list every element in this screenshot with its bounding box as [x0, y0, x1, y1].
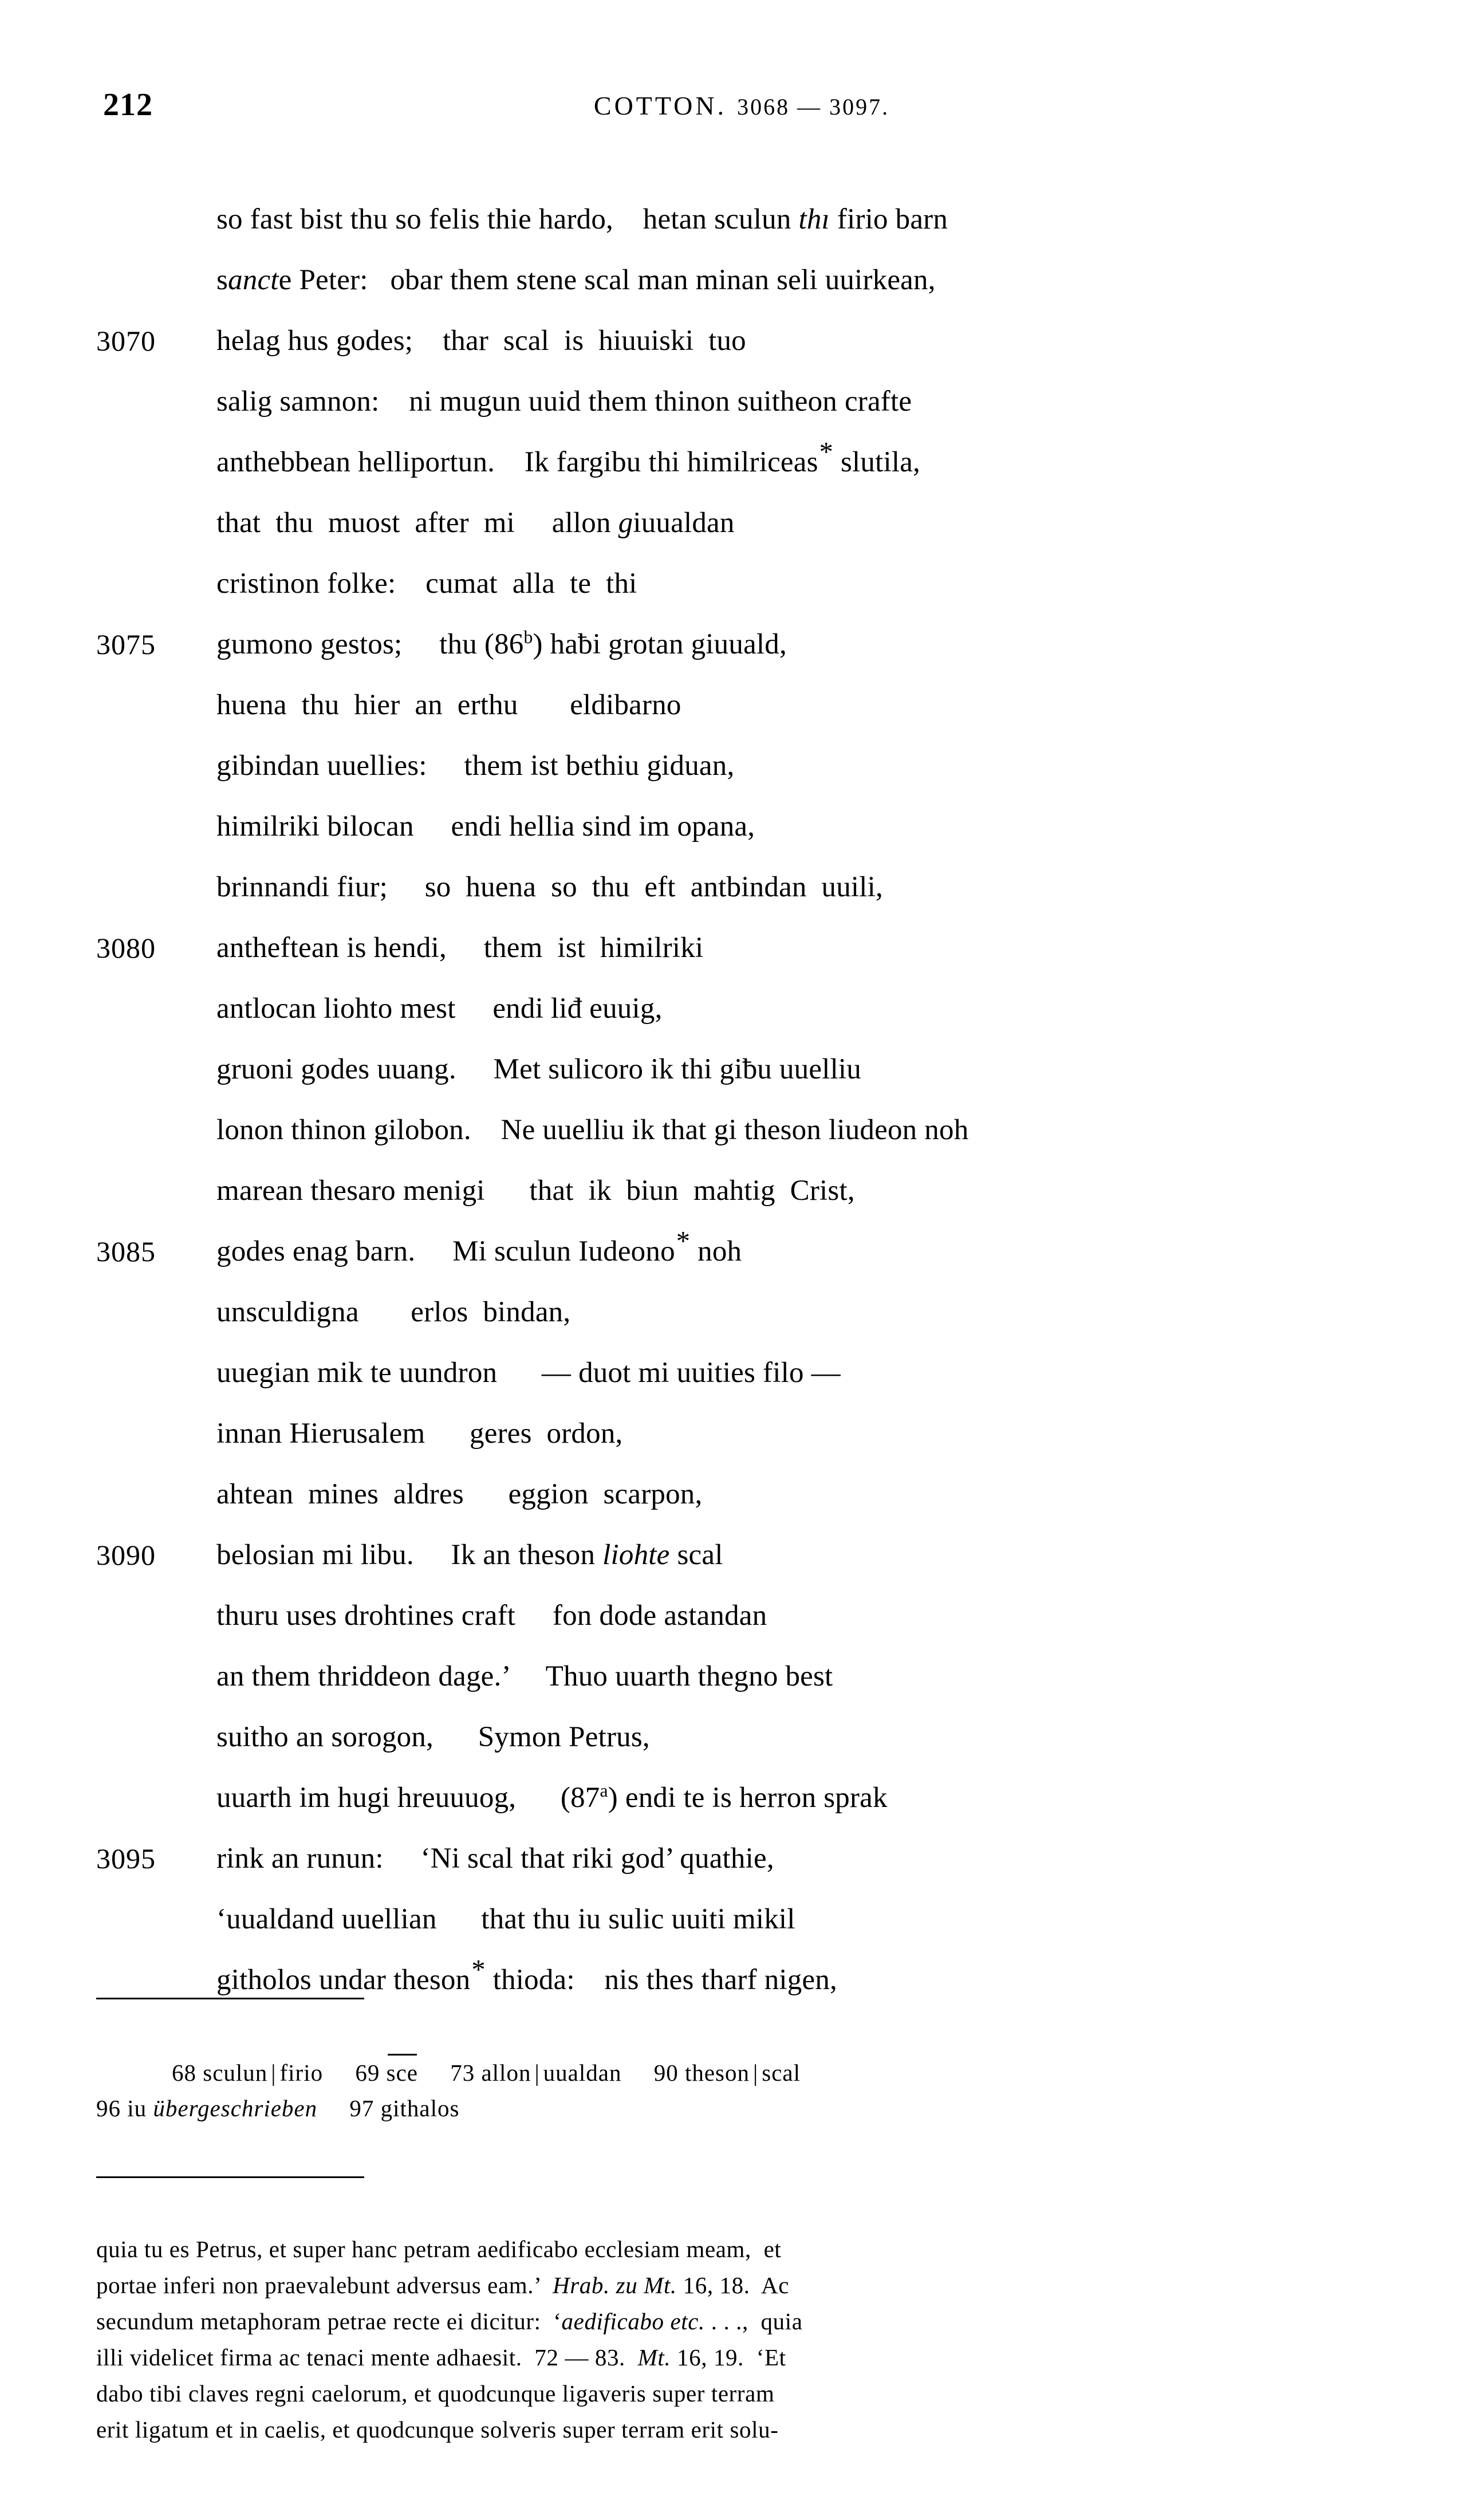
latin-note-line: erit ligatum et in caelis, et quodcunque solveris super terram erit solu- — [96, 2416, 779, 2443]
verse-line — [0, 493, 1466, 553]
apparatus-variant: scal — [762, 2060, 801, 2086]
verse-line — [0, 1403, 1466, 1464]
verse-line-text: marean thesaro menigi that ik biun mahtig Crist, — [216, 1175, 855, 1207]
apparatus-separator: | — [534, 2060, 540, 2086]
verse-line-text: huena thu hier an erthu eldibarno — [216, 689, 681, 721]
running-head-verse-range: 3068 — 3097. — [737, 94, 890, 120]
footnote-asterisk: * — [676, 1226, 691, 1257]
verse-line-text: that thu muost after mi allon giuualdan — [216, 507, 735, 539]
verse-line-text: helag hus godes; thar scal is hiuuiski tuo — [216, 325, 746, 357]
verse-line — [0, 1525, 1466, 1585]
running-head-manuscript: COTTON. — [593, 91, 727, 120]
verse-line — [0, 1464, 1466, 1525]
verse-line — [0, 918, 1466, 978]
verse-line — [0, 1221, 1466, 1282]
verse-line — [0, 857, 1466, 918]
verse-line — [0, 1950, 1466, 2010]
apparatus-verse-number: 68 — [172, 2060, 203, 2086]
apparatus-lemma: iu — [127, 2095, 147, 2121]
verse-line — [0, 310, 1466, 371]
verse-line — [0, 796, 1466, 857]
verse-line-text: gibindan uuellies: them ist bethiu giduan, — [216, 750, 735, 782]
verse-line-text: an them thriddeon dage.’ Thuo uuarth thegno best — [216, 1660, 833, 1692]
apparatus-criticus — [0, 2055, 1466, 2126]
verse-line-text: himilriki bilocan endi hellia sind im opana, — [216, 810, 755, 842]
apparatus-verse-number: 73 — [450, 2060, 482, 2086]
verse-line — [0, 1646, 1466, 1707]
verse-line-text: salig samnon: ni mugun uuid them thinon suitheon crafte — [216, 385, 912, 418]
latin-note-line: portae inferi non praevalebunt adversus eam.’ Hrab. zu Mt. 16, 18. Ac — [96, 2272, 790, 2298]
verse-line-text: unsculdigna erlos bindan, — [216, 1296, 571, 1328]
apparatus-verse-number: 69 — [355, 2060, 387, 2086]
verse-line — [0, 1100, 1466, 1160]
footnote-asterisk: * — [471, 1955, 486, 1985]
latin-citation: aedificabo etc. — [561, 2308, 705, 2334]
verse-line — [0, 1889, 1466, 1950]
verse-line-text: suitho an sorogon, Symon Petrus, — [216, 1721, 650, 1753]
verse-line — [0, 614, 1466, 675]
apparatus-lemma: theson — [684, 2060, 750, 2086]
apparatus-lemma: githalos — [380, 2095, 460, 2121]
verse-line — [0, 553, 1466, 614]
verse-line-text: so fast bist thu so felis thie hardo, hetan sculun thı firio barn — [216, 203, 948, 235]
verse-line-text: antheftean is hendi, them ist himilriki — [216, 932, 704, 964]
verse-line-text: sancte Peter: obar them stene scal man minan seli uuirkean, — [216, 264, 936, 296]
verse-number: 3075 — [96, 628, 156, 660]
verse-line — [0, 735, 1466, 796]
latin-citation: Mt. — [637, 2344, 671, 2371]
apparatus-editorial-note: übergeschrieben — [147, 2095, 318, 2121]
verse-line-text: ahtean mines aldres eggion scarpon, — [216, 1478, 703, 1510]
verse-line-text: gruoni godes uuang. Met sulicoro ik thi giƀu uuelliu — [216, 1053, 862, 1085]
verse-line — [0, 1282, 1466, 1342]
verse-line-text: innan Hierusalem geres ordon, — [216, 1418, 623, 1450]
verse-line-text: cristinon folke: cumat alla te thi — [216, 568, 637, 600]
verse-line-text: antlocan liohto mest endi liđ euuig, — [216, 993, 663, 1025]
verse-line-text: brinnandi fiur; so huena so thu eft antbindan uuili, — [216, 871, 883, 903]
verse-line — [0, 1585, 1466, 1646]
verse-line — [0, 1828, 1466, 1889]
verse-line-text: belosian mi libu. Ik an theson liohte scal — [216, 1539, 723, 1571]
verse-line — [0, 675, 1466, 735]
verse-number: 3085 — [96, 1235, 156, 1267]
apparatus-verse-number: 90 — [653, 2060, 685, 2086]
verse-line-text: lonon thinon gilobon. Ne uuelliu ik that gi theson liudeon noh — [216, 1114, 969, 1146]
verse-line — [0, 1342, 1466, 1403]
verse-line-text: ‘uualdand uuellian that thu iu sulic uuiti mikil — [216, 1903, 795, 1935]
verse-line-text: thuru uses drohtines craft fon dode astandan — [216, 1600, 767, 1632]
verse-line — [0, 250, 1466, 310]
apparatus-line — [0, 2055, 1466, 2090]
page-number: 212 — [103, 87, 153, 123]
running-head — [0, 85, 1466, 131]
verse-number: 3095 — [96, 1842, 156, 1875]
footnote-asterisk: * — [819, 437, 834, 467]
latin-note-line: quia tu es Petrus, et super hanc petram aedificabo ecclesiam meam, et — [96, 2236, 782, 2262]
verse-line — [0, 978, 1466, 1039]
verse-number: 3070 — [96, 325, 156, 357]
verse-line — [0, 1039, 1466, 1100]
apparatus-lemma: allon — [481, 2060, 531, 2086]
apparatus-line — [0, 2090, 1466, 2126]
verse-line — [0, 189, 1466, 250]
verse-text-block — [0, 189, 1466, 2010]
verse-line — [0, 371, 1466, 432]
running-head-title — [0, 87, 1466, 126]
apparatus-verse-number: 97 — [349, 2095, 381, 2121]
verse-line — [0, 1767, 1466, 1828]
apparatus-verse-number: 96 — [96, 2095, 128, 2121]
verse-number: 3090 — [96, 1539, 156, 1571]
apparatus-lemma: sculun — [203, 2060, 268, 2086]
apparatus-separator: | — [753, 2060, 759, 2086]
verse-line-text: rink an runun: ‘Ni scal that riki god’ quathie, — [216, 1842, 774, 1875]
verse-line-text: gumono gestos; thu (86$^b$) haƀi grotan giuuald, — [216, 627, 787, 660]
verse-line-text: uuegian mik te uundron — duot mi uuities filo — — [216, 1357, 841, 1389]
latin-note-divider-rule — [96, 2176, 364, 2178]
latin-source-note — [96, 2231, 1379, 2448]
verse-line-text: godes enag barn. Mi sculun Iudeono* noh — [216, 1226, 742, 1267]
verse-line — [0, 1707, 1466, 1767]
verse-line-text: uuarth im hugi hreuuuog, (87$^a$) endi te is herron sprak — [216, 1781, 888, 1814]
latin-citation: Hrab. zu Mt. — [553, 2272, 677, 2298]
latin-note-line: secundum metaphoram petrae recte ei dicitur: ‘aedificabo etc. . . ., quia — [96, 2308, 803, 2334]
verse-line-text: githolos undar theson* thioda: nis thes tharf nigen, — [216, 1955, 837, 1996]
verse-number: 3080 — [96, 932, 156, 964]
apparatus-divider-rule — [96, 1998, 364, 1999]
verse-line-text: anthebbean helliportun. Ik fargibu thi himilriceas* slutila, — [216, 437, 921, 478]
apparatus-variant: uualdan — [543, 2060, 622, 2086]
apparatus-lemma: sce — [387, 2055, 418, 2090]
latin-note-line: dabo tibi claves regni caelorum, et quodcunque ligaveris super terram — [96, 2380, 775, 2407]
latin-note-line: illi videlicet firma ac tenaci mente adhaesit. 72 — 83. Mt. 16, 19. ‘Et — [96, 2344, 786, 2371]
apparatus-separator: | — [271, 2060, 277, 2086]
apparatus-variant: firio — [279, 2060, 324, 2086]
verse-line — [0, 432, 1466, 493]
verse-line — [0, 1160, 1466, 1221]
